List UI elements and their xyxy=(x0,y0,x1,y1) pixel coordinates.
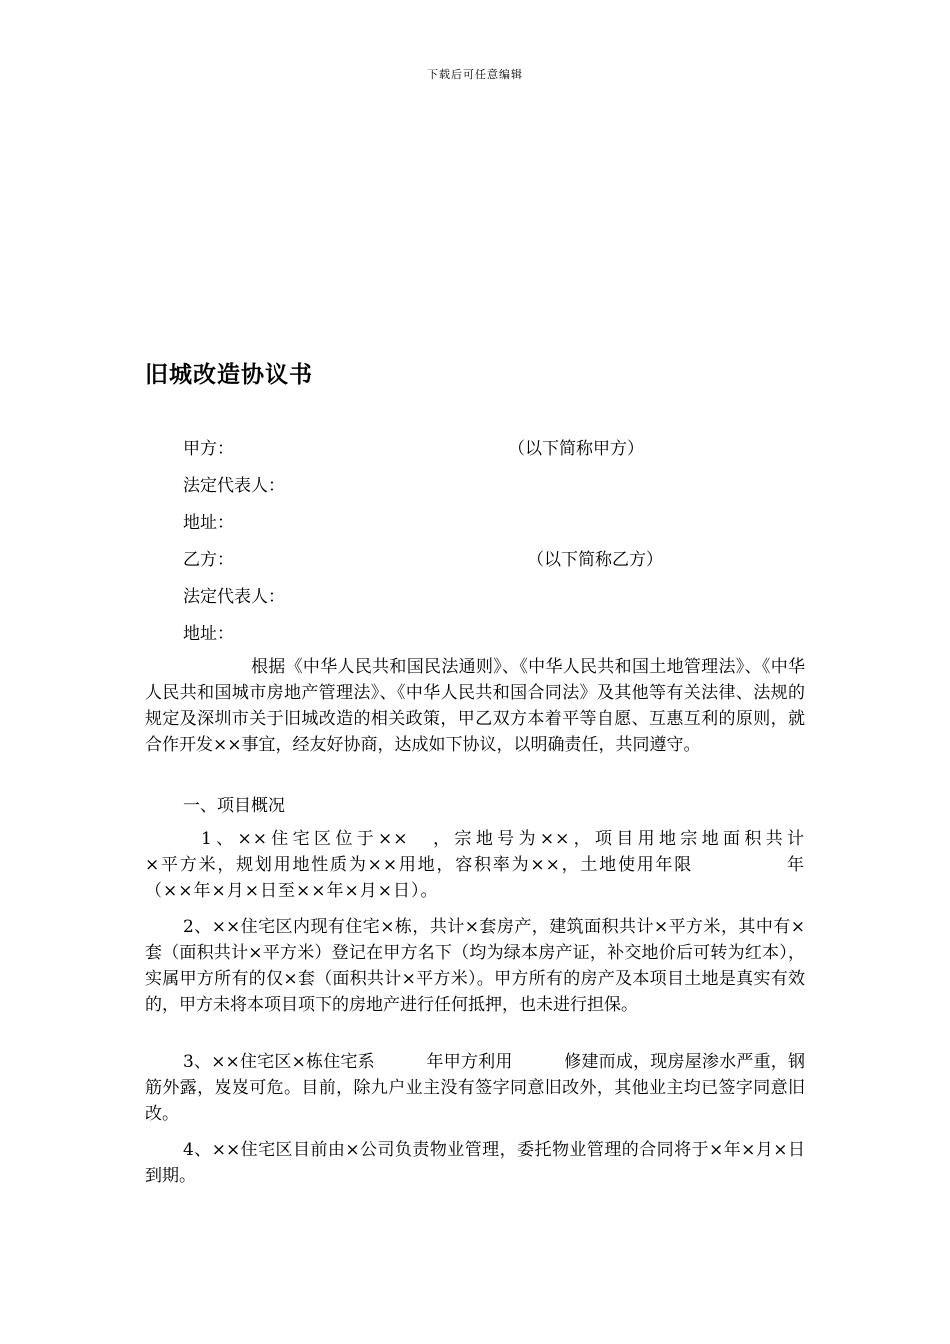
party-a-representative-label: 法定代表人： xyxy=(183,476,285,496)
party-a-note: （以下简称甲方） xyxy=(508,439,644,459)
clause-1-paragraph: 1、××住宅区位于×× ，宗地号为××，项目用地宗地面积共计 ×平方米，规划用地性质为××用地，容积率为××，土地使用年限 年（××年×月×日至××年×月×日）。 xyxy=(145,829,895,901)
section-1-heading: 一、项目概况 xyxy=(183,796,285,816)
clause-3-paragraph: 3、××住宅区×栋住宅系 年甲方利用 修建而成，现房屋渗水严重，钢筋外露，岌岌可危。目前，除九户业主没有签字同意旧改外，其他业主均已签字同意旧改。 xyxy=(145,1052,805,1124)
party-b-label: 乙方： xyxy=(183,550,234,570)
clause-4-paragraph: 4、××住宅区目前由×公司负责物业管理，委托物业管理的合同将于×年×月×日到期。 xyxy=(145,1140,805,1186)
party-b-address-label: 地址： xyxy=(183,624,234,644)
preamble-paragraph: 根据《中华人民共和国民法通则》、《中华人民共和国土地管理法》、《中华人民共和国城市房地产管理法》、《中华人民共和国合同法》及其他等有关法律、法规的规定及深圳市关于旧城改造的相关政策，甲乙双方本着平等自愿、互惠互利的原则，就合作开发××事宜，经友好协商，达成如下协议，以明确责任，共同遵守。 xyxy=(145,657,805,755)
party-a-label: 甲方： xyxy=(183,439,234,459)
party-b-note: （以下简称乙方） xyxy=(527,550,663,570)
document-title: 旧城改造协议书 xyxy=(145,362,313,388)
party-b-representative-label: 法定代表人： xyxy=(183,587,285,607)
clause-2-paragraph: 2、××住宅区内现有住宅×栋，共计×套房产，建筑面积共计×平方米，其中有×套（面积共计×平方米）登记在甲方名下（均为绿本房产证，补交地价后可转为红本），实属甲方所有的仅×套（面积共计×平方米）。甲方所有的房产及本项目土地是真实有效的，甲方未将本项目项下的房地产进行任何抵押，也未进行担保。 xyxy=(145,917,805,1015)
party-a-address-label: 地址： xyxy=(183,513,234,533)
header-note: 下载后可任意编辑 xyxy=(427,68,523,81)
